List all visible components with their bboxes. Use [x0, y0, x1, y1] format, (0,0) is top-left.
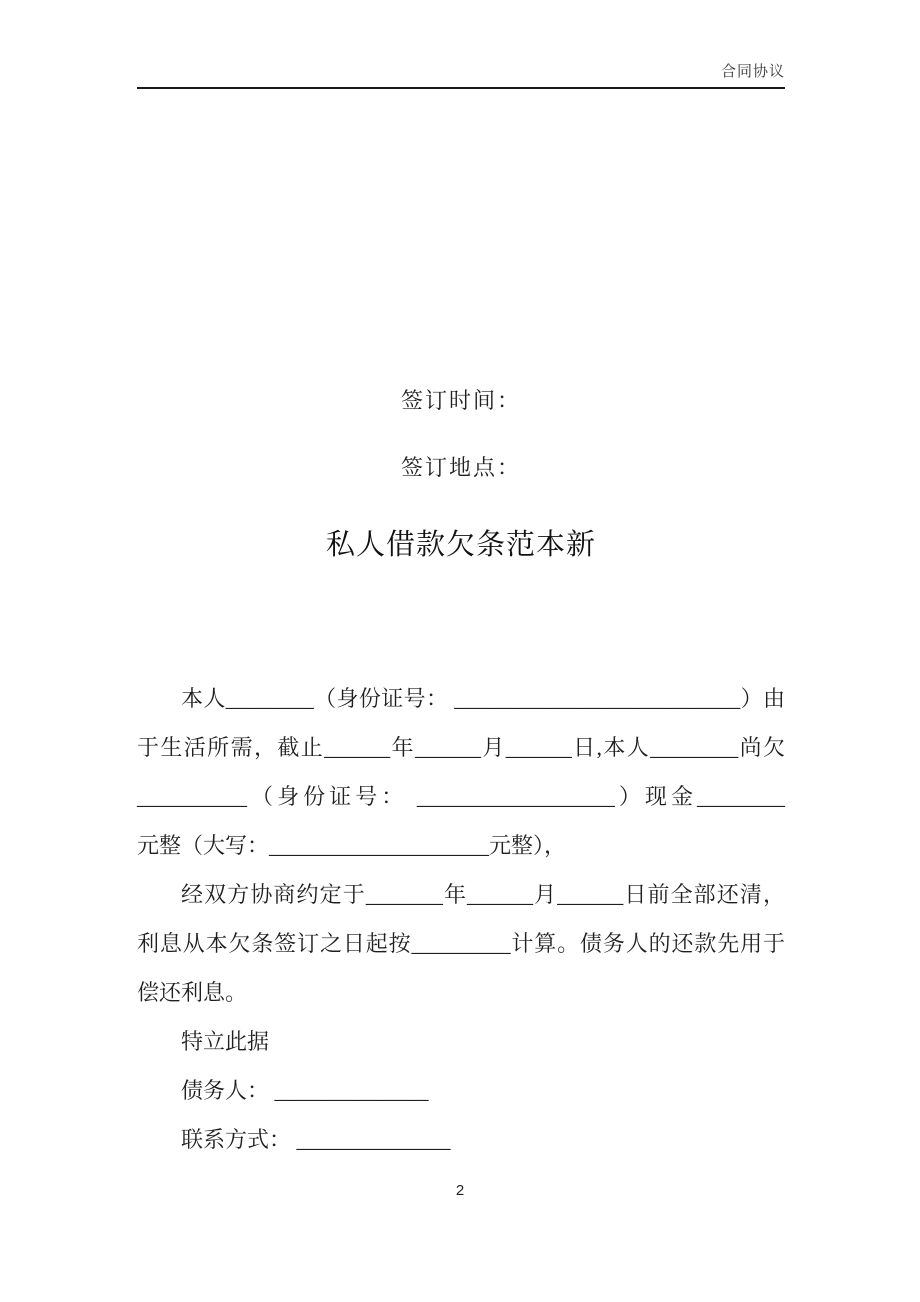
body-line: 经双方协商约定于_______年______月______日前全部还清， — [181, 882, 785, 907]
body-line: 本人________（身份证号： __________________________）由 — [181, 686, 785, 711]
sign-place-label: 签订地点： — [400, 455, 521, 480]
body-line: 偿还利息。 — [137, 980, 248, 1005]
page-header — [137, 60, 785, 89]
sign-time-label: 签订时间： — [400, 388, 521, 413]
page-footer — [0, 1182, 920, 1199]
document-title: 私人借款欠条范本新 — [325, 529, 596, 562]
body-line-debtor: 债务人： ______________ — [181, 1078, 429, 1103]
page-number: 2 — [455, 1182, 465, 1199]
body-line: 于生活所需，截止______年______月______日,本人________尚欠 — [137, 735, 785, 760]
body-line-contact: 联系方式： ______________ — [181, 1127, 451, 1152]
body-line: 利息从本欠条签订之日起按_________计算。债务人的还款先用于 — [137, 931, 785, 956]
document-body — [137, 674, 785, 1164]
header-title: 合同协议 — [720, 64, 785, 80]
body-line: 特立此据 — [181, 1029, 270, 1054]
body-line: 元整（大写：____________________元整）， — [137, 833, 567, 858]
body-line: __________（身份证号： __________________）现金________ — [137, 784, 785, 809]
